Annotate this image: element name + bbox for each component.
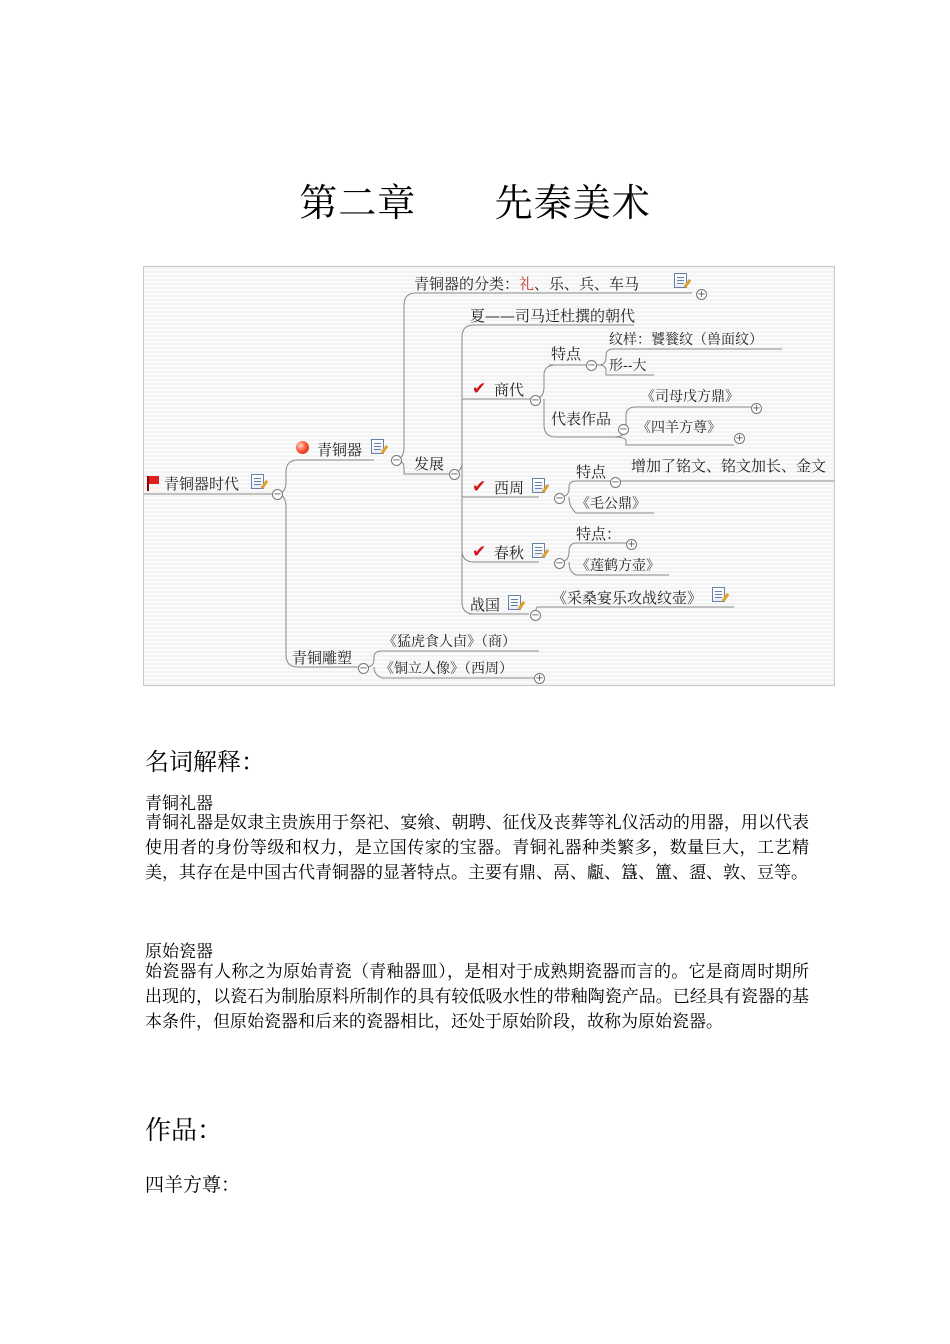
expand-toggle[interactable]: +: [697, 289, 706, 300]
node-shang-works[interactable]: 代表作品: [551, 410, 612, 428]
node-zhanguo[interactable]: 战国: [470, 596, 501, 614]
collapse-toggle[interactable]: −: [531, 395, 540, 406]
node-shang-features[interactable]: 特点: [551, 345, 582, 363]
check-icon: ✔: [472, 542, 487, 562]
node-xizhou-work[interactable]: 《毛公鼎》: [576, 496, 646, 512]
node-xizhou-feature-text[interactable]: 增加了铭文、铭文加长、金文: [631, 457, 827, 475]
check-icon: ✔: [472, 477, 487, 497]
expand-toggle[interactable]: +: [752, 403, 761, 414]
term-title: 原始瓷器: [145, 942, 213, 962]
collapse-toggle[interactable]: −: [555, 558, 564, 569]
section-heading-works: 作品：: [145, 1116, 224, 1146]
node-zhanguo-work[interactable]: 《采桑宴乐攻战纹壶》: [552, 589, 703, 607]
note-icon[interactable]: [371, 439, 384, 454]
classification-prefix: 青铜器的分类：: [414, 275, 520, 293]
mind-map-connectors: [144, 267, 835, 686]
note-icon[interactable]: [508, 595, 521, 610]
node-sculpture[interactable]: 青铜雕塑: [292, 649, 353, 667]
expand-toggle[interactable]: +: [535, 673, 544, 684]
note-icon[interactable]: [674, 273, 687, 288]
collapse-toggle[interactable]: −: [359, 663, 368, 674]
expand-toggle[interactable]: +: [735, 433, 744, 444]
node-xizhou-features[interactable]: 特点: [576, 463, 607, 481]
node-bronze[interactable]: 青铜器: [317, 441, 363, 459]
node-chunqiu-work[interactable]: 《莲鹤方壶》: [576, 558, 660, 574]
note-icon[interactable]: [251, 474, 264, 489]
collapse-toggle[interactable]: −: [392, 455, 401, 466]
check-icon: ✔: [472, 379, 487, 399]
page-title: 第二章 先秦美术: [299, 181, 651, 225]
node-development[interactable]: 发展: [414, 455, 445, 473]
node-shang-pattern[interactable]: 纹样：饕餮纹（兽面纹）: [609, 332, 763, 348]
collapse-toggle[interactable]: −: [587, 360, 596, 371]
node-shang-shape[interactable]: 形--大: [609, 358, 647, 374]
note-icon[interactable]: [712, 587, 725, 602]
collapse-toggle[interactable]: −: [531, 610, 540, 621]
expand-toggle[interactable]: +: [627, 539, 636, 550]
node-shang-work2[interactable]: 《四羊方尊》: [637, 420, 721, 436]
collapse-toggle[interactable]: −: [555, 493, 564, 504]
work-title: 四羊方尊：: [145, 1174, 241, 1196]
node-sculpture-work1[interactable]: 《猛虎食人卣》（商）: [383, 634, 516, 650]
classification-accent: 礼: [519, 275, 535, 293]
flag-icon: [146, 475, 160, 491]
collapse-toggle[interactable]: −: [619, 424, 628, 435]
term-definition: 青铜礼器是奴隶主贵族用于祭祀、宴飨、朝聘、征伐及丧葬等礼仪活动的用器，用以代表使用者的身份等级和权力，是立国传家的宝器。青铜礼器种类繁多，数量巨大，工艺精美，其存在是中国古代青铜器的显著特点。主要有鼎、鬲、甗、簋、簠、盨、敦、豆等。: [145, 813, 809, 883]
node-shang[interactable]: 商代: [494, 381, 525, 399]
node-root[interactable]: 青铜器时代: [164, 475, 240, 493]
collapse-toggle[interactable]: −: [273, 489, 282, 500]
collapse-toggle[interactable]: −: [450, 469, 459, 480]
term-title: 青铜礼器: [145, 794, 213, 814]
node-chunqiu-features[interactable]: 特点：: [576, 525, 622, 543]
section-heading-terms: 名词解释：: [145, 748, 265, 776]
node-chunqiu[interactable]: 春秋: [494, 544, 525, 562]
classification-rest: 、乐、兵、车马: [534, 275, 640, 293]
note-icon[interactable]: [532, 478, 545, 493]
node-xia[interactable]: 夏——司马迁杜撰的朝代: [470, 307, 636, 325]
note-icon[interactable]: [532, 543, 545, 558]
collapse-toggle[interactable]: −: [611, 477, 620, 488]
term-definition: 始瓷器有人称之为原始青瓷（青釉器皿），是相对于成熟期瓷器而言的。它是商周时期所出现的，以瓷石为制胎原料所制作的具有较低吸水性的带釉陶瓷产品。已经具有瓷器的基本条件，但原始瓷器和后来的瓷器相比，还处于原始阶段，故称为原始瓷器。: [145, 962, 809, 1032]
ball-icon: [296, 441, 309, 454]
mind-map: [143, 266, 835, 686]
node-sculpture-work2[interactable]: 《铜立人像》（西周）: [380, 661, 513, 677]
node-xizhou[interactable]: 西周: [494, 479, 525, 497]
node-shang-work1[interactable]: 《司母戊方鼎》: [641, 389, 739, 405]
node-classification[interactable]: [414, 275, 639, 293]
